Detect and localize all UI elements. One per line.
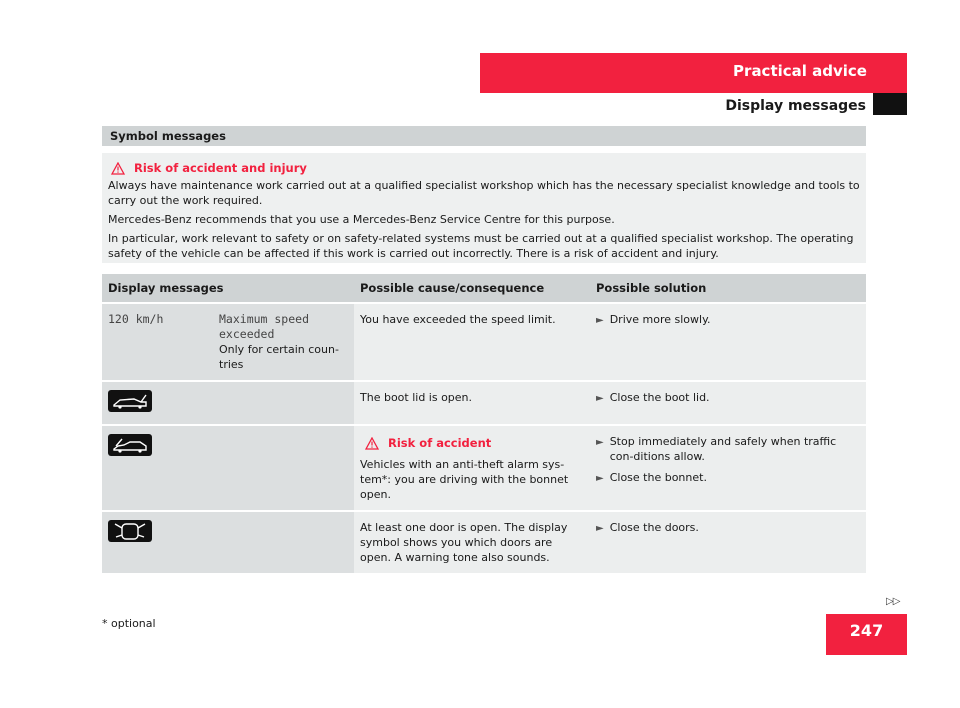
solution-step xyxy=(596,390,860,406)
cause-text: Vehicles with an anti-theft alarm sys-tem*: you are driving with the bonnet open. xyxy=(360,458,569,501)
speed-display: 120 km/h xyxy=(108,312,164,326)
cause-cell xyxy=(354,511,590,574)
solution-cell xyxy=(590,303,866,381)
step-arrow-icon: ► xyxy=(596,315,604,326)
solution-step xyxy=(596,434,860,464)
door-open-icon xyxy=(108,520,152,542)
solution-text: Close the boot lid. xyxy=(609,391,710,404)
section-title: Practical advice xyxy=(733,62,867,80)
bonnet-open-icon xyxy=(108,434,152,456)
header-tab-marker xyxy=(873,93,907,115)
solution-cell xyxy=(590,425,866,511)
risk-heading xyxy=(365,436,584,451)
empty-cell xyxy=(213,381,354,425)
solution-cell xyxy=(590,381,866,425)
page-number-box xyxy=(826,614,907,655)
footnote: * optional xyxy=(102,617,156,630)
warning-triangle-icon xyxy=(111,162,125,175)
symbol-messages-title: Symbol messages xyxy=(110,129,226,143)
symbol-cell xyxy=(102,425,213,511)
col-header-display: Display messages xyxy=(102,274,354,303)
warning-box xyxy=(102,153,866,263)
solution-text: Close the bonnet. xyxy=(609,471,707,484)
solution-step xyxy=(596,470,860,486)
table-row xyxy=(102,381,866,425)
cause-cell xyxy=(354,425,590,511)
empty-cell xyxy=(213,511,354,574)
solution-step xyxy=(596,312,860,328)
symbol-cell xyxy=(102,511,213,574)
step-arrow-icon: ► xyxy=(596,393,604,404)
warning-triangle-icon xyxy=(365,437,379,450)
table-header-row xyxy=(102,274,866,303)
warning-paragraph: In particular, work relevant to safety or on safety-related systems must be carried out at a qualified specialist workshop. The operating safety of the vehicle can be affected if this work is carried out incorrectly. There is a risk of accident and injury. xyxy=(108,232,854,260)
col-header-solution: Possible solution xyxy=(590,274,866,303)
step-arrow-icon: ► xyxy=(596,437,604,448)
table-row xyxy=(102,425,866,511)
warning-paragraph: Mercedes-Benz recommends that you use a Mercedes-Benz Service Centre for this purpose. xyxy=(108,213,615,226)
empty-cell xyxy=(213,425,354,511)
symbol-cell xyxy=(102,381,213,425)
display-cell xyxy=(102,303,213,381)
subsection-title: Display messages xyxy=(725,98,866,114)
warning-paragraph: Always have maintenance work carried out at a qualified specialist workshop which has the necessary specialist knowledge and tools to carry out the work required. xyxy=(108,179,860,207)
warning-heading xyxy=(108,161,860,176)
warning-title: Risk of accident and injury xyxy=(134,161,307,175)
display-note: Only for certain coun-tries xyxy=(219,343,339,371)
step-arrow-icon: ► xyxy=(596,523,604,534)
risk-title: Risk of accident xyxy=(388,436,492,450)
solution-step xyxy=(596,520,860,536)
display-text-cell xyxy=(213,303,354,381)
boot-lid-open-icon xyxy=(108,390,152,412)
display-text: Maximum speed exceeded xyxy=(219,312,310,341)
continued-marker: ▷▷ xyxy=(886,596,900,607)
cause-cell xyxy=(354,303,590,381)
table-row xyxy=(102,511,866,574)
solution-text: Drive more slowly. xyxy=(609,313,711,326)
cause-text: At least one door is open. The display symbol shows you which doors are open. A warning tone also sounds. xyxy=(360,521,568,564)
table-row xyxy=(102,303,866,381)
step-arrow-icon: ► xyxy=(596,473,604,484)
display-messages-table xyxy=(102,274,866,575)
solution-text: Stop immediately and safely when traffic con-ditions allow. xyxy=(609,435,837,463)
section-header-bar xyxy=(480,53,907,93)
solution-cell xyxy=(590,511,866,574)
solution-text: Close the doors. xyxy=(609,521,699,534)
col-header-cause: Possible cause/consequence xyxy=(354,274,590,303)
cause-text: The boot lid is open. xyxy=(360,391,473,404)
cause-text: You have exceeded the speed limit. xyxy=(360,313,556,326)
cause-cell xyxy=(354,381,590,425)
symbol-messages-bar xyxy=(102,126,866,146)
page-number: 247 xyxy=(849,621,884,640)
